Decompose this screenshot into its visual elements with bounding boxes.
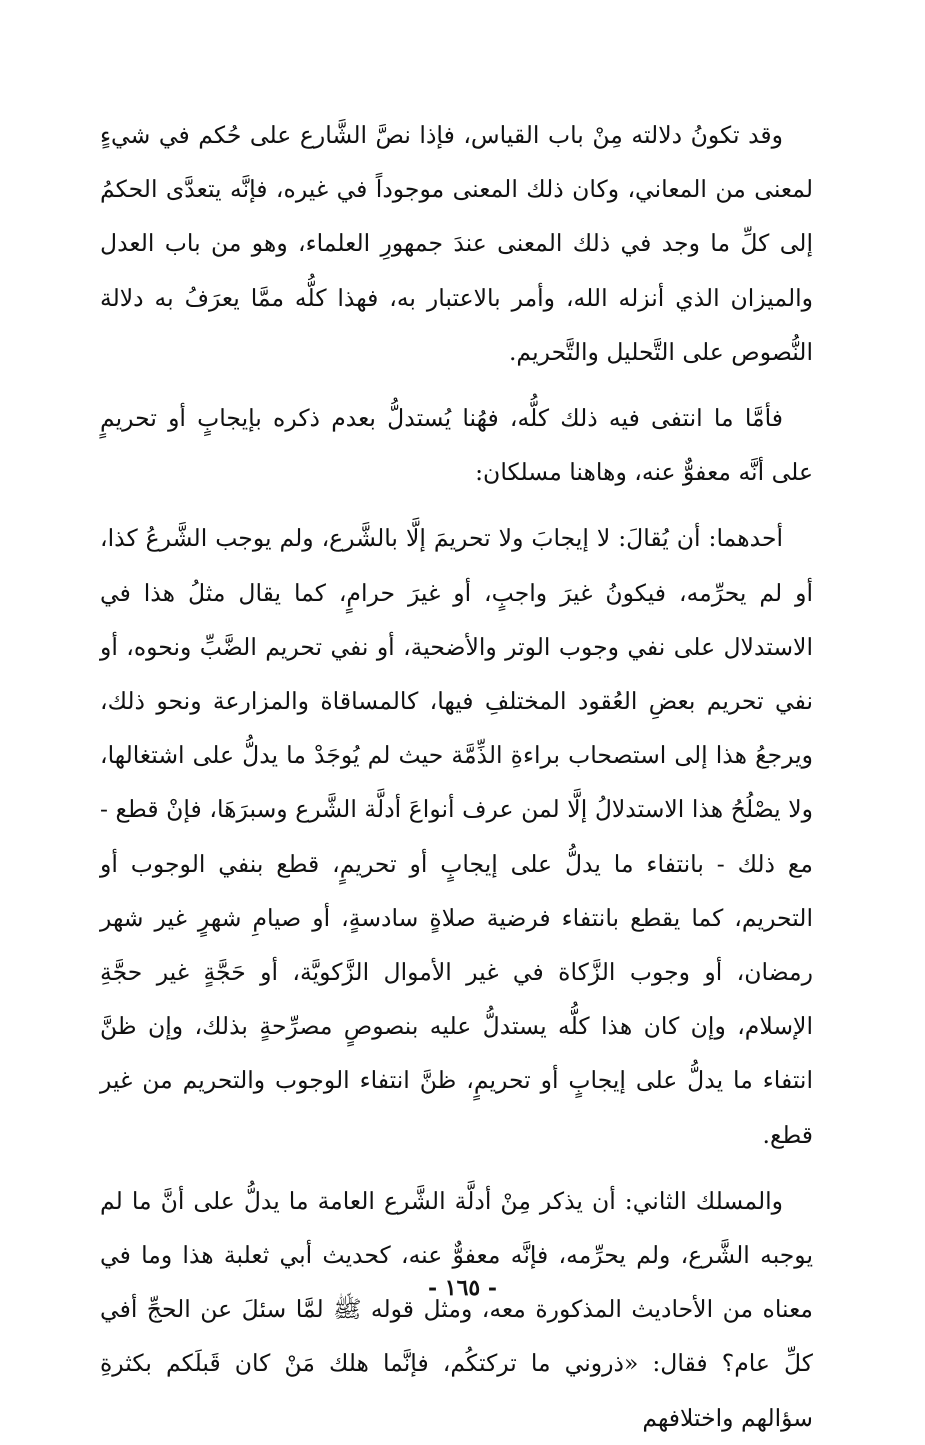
paragraph-first-path: أحدهما: أن يُقالَ: لا إيجابَ ولا تحريمَ إلَّا بالشَّرع، ولم يوجب الشَّرعُ كذا، أو لم يحرِّمه، فيكونُ غيرَ واجبٍ، أو غيرَ حرامٍ، كما يقال مثلُ هذا في الاستدلال على نفي وجوب الوتر والأضحية، أو نفي تحريم الضَّبِّ ونحوه، أو نفي تحريم بعضِ العُقود المختلفِ فيها، كالمساقاة والمزارعة ونحو ذلك، ويرجعُ هذا إلى استصحاب براءةِ الذِّمَّة حيث لم يُوجَدْ ما يدلُّ على اشتغالها، ولا يصْلُحُ هذا الاستدلالُ إلَّا لمن عرف أنواعَ أدلَّة الشَّرع وسبرَهَا، فإنْ قطع - مع ذلك - بانتفاء ما يدلُّ على إيجابٍ أو تحريمٍ، قطع بنفي الوجوب أو التحريم، كما يقطع بانتفاء فرضية صلاةٍ سادسةٍ، أو صيامِ شهرٍ غير شهر رمضان، أو وجوب الزَّكاة في غير الأموال الزَّكويَّة، أو حَجَّةٍ غير حجَّةِ الإسلام، وإن كان هذا كلُّه يستدلُّ عليه بنصوصٍ مصرِّحةٍ بذلك، وإن ظنَّ انتفاء ما يدلُّ على إيجابٍ أو تحريمٍ، ظنَّ انتفاء الوجوب والتحريم من غير قطع. — [100, 524, 813, 1149]
paragraph-two-paths: فأمَّا ما انتفى فيه ذلك كلُّه، فهُنا يُستدلُّ بعدم ذكره بإيجابٍ أو تحريمٍ على أنَّه معفوٌّ عنه، وهاهنا مسلكان: — [100, 404, 813, 487]
paragraph-second-path: والمسلك الثاني: أن يذكر مِنْ أدلَّة الشَّرع العامة ما يدلُّ على أنَّ ما لم يوجبه الشَّرع، ولم يحرِّمه، فإنَّه معفوٌّ عنه، كحديث أبي ثعلبة هذا وما في معناه من الأحاديث المذكورة معه، ومثل قوله ﷺ لمَّا سئلَ عن الحجِّ أفي كلِّ عام؟ فقال: «ذروني ما تركتكُم، فإنَّما هلك مَنْ كان قَبلَكم بكثرةِ سؤالهم واختلافهم — [100, 1186, 813, 1432]
page-number: - ١٦٥ - — [427, 1275, 498, 1301]
paragraph-qiyas: وقد تكونُ دلالته مِنْ باب القياس، فإذا نصَّ الشَّارع على حُكم في شيءٍ لمعنى من المعاني، وكان ذلك المعنى موجوداً في غيره، فإنَّه يتعدَّى الحكمُ إلى كلِّ ما وجد في ذلك المعنى عندَ جمهورِ العلماء، وهو من باب العدل والميزان الذي أنزله الله، وأمر بالاعتبار به، فهذا كلُّه ممَّا يعرَفُ به دلالة النُّصوص على التَّحليل والتَّحريم. — [100, 121, 813, 366]
body-text — [100, 108, 813, 1445]
